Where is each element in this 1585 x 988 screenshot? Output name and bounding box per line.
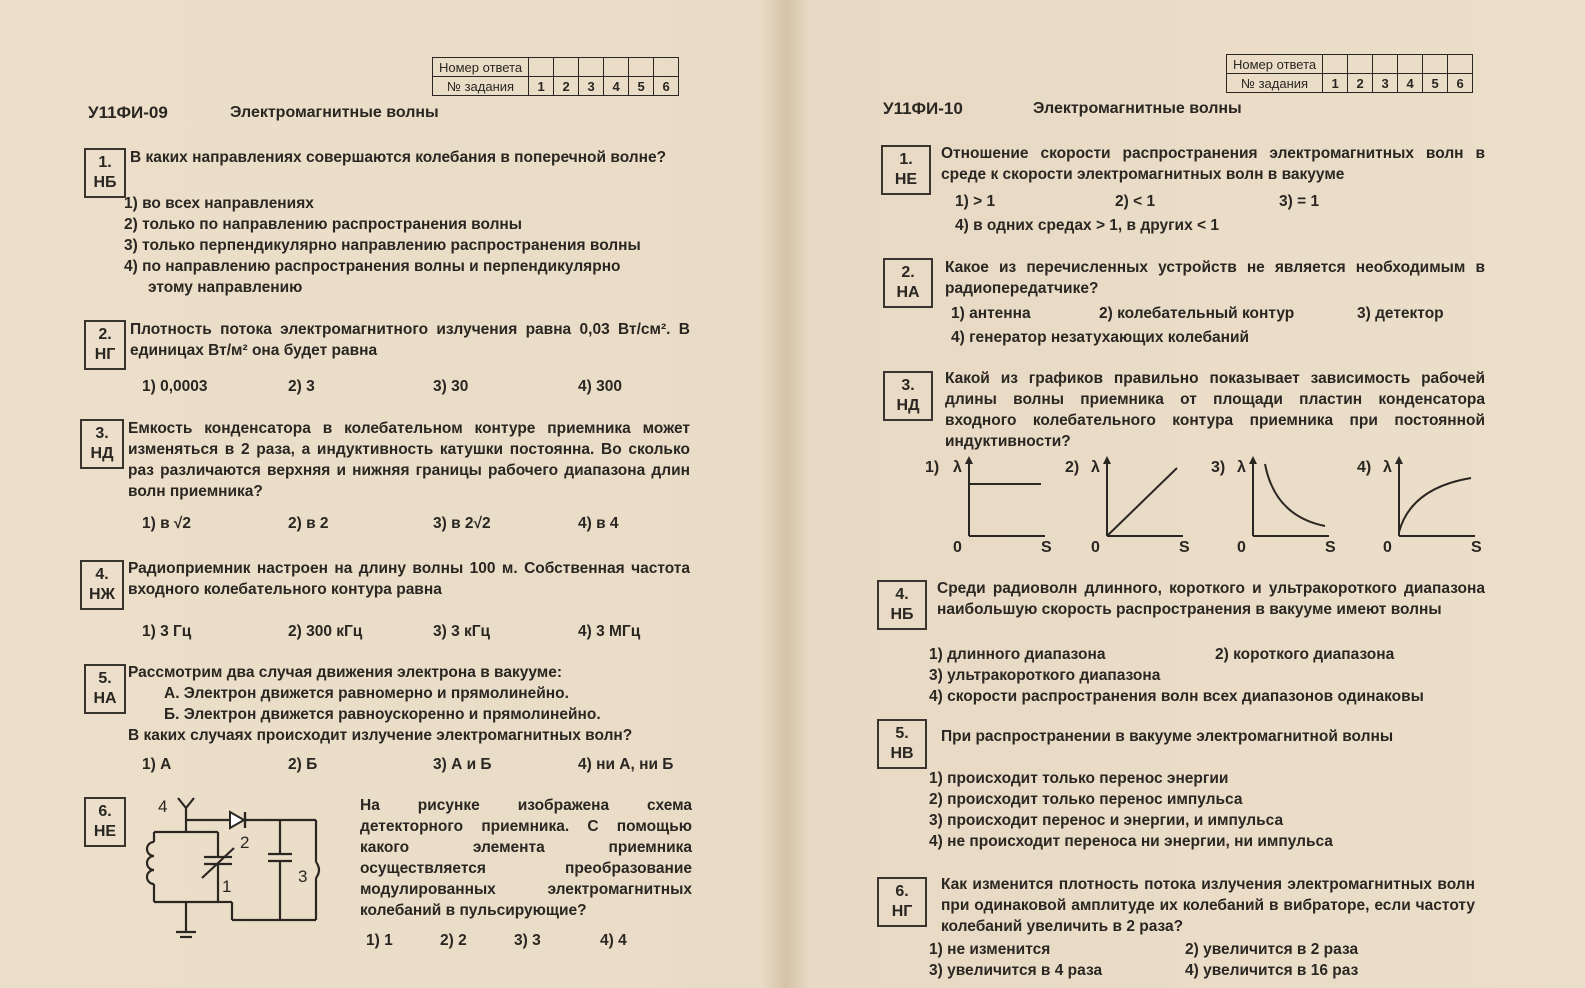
question-number: 2. <box>901 264 915 281</box>
graph-origin: 0 <box>1091 539 1100 556</box>
graphs-row <box>925 450 1495 560</box>
answer-option[interactable]: 2) колебательный контур <box>1099 305 1295 322</box>
question-level: НВ <box>890 745 914 762</box>
question-number-box <box>883 258 933 308</box>
graph-option-4[interactable] <box>1357 459 1482 556</box>
question-number-box <box>881 145 931 195</box>
graph-y-axis-label: λ <box>953 459 962 476</box>
circuit-label-diode: 2 <box>240 833 250 852</box>
answer-option[interactable]: 3) увеличится в 4 раза <box>929 962 1103 979</box>
question-number: 4. <box>95 566 109 583</box>
answer-option[interactable]: 1) антенна <box>951 305 1031 322</box>
answer-option[interactable]: 1) 0,0003 <box>142 378 208 395</box>
graph-option-3[interactable] <box>1211 459 1336 556</box>
case-b: Б. Электрон движется равноускоренно и прямолинейно. <box>164 706 601 723</box>
question-number: 1. <box>899 151 913 168</box>
graph-x-axis-label: S <box>1471 539 1482 556</box>
answer-option[interactable]: 3) А и Б <box>433 756 492 773</box>
question-number-box <box>84 664 126 714</box>
question-text: На рисунке изображена схема детекторного приемника. С помощью какого элемента приемника осуществляется преобразование модулированных электромагнитных колебаний в пульсирующие? <box>360 797 692 919</box>
question-number-box <box>84 148 126 198</box>
left-page <box>0 0 790 988</box>
answer-option[interactable]: 3) ультракороткого диапазона <box>929 667 1161 684</box>
question-level: НГ <box>94 346 116 363</box>
answer-option[interactable]: 3) = 1 <box>1279 193 1320 210</box>
detector-circuit-diagram <box>130 792 340 952</box>
question-level: НЕ <box>93 823 117 840</box>
answer-table <box>432 57 679 96</box>
answer-option[interactable]: 3) в 2√2 <box>433 515 491 532</box>
task-number-cell[interactable]: 6 <box>1448 74 1473 93</box>
question-level: НБ <box>890 606 914 623</box>
question-number: 5. <box>895 725 909 742</box>
circuit-label-capacitor: 1 <box>222 877 232 896</box>
question-number-box <box>883 371 933 421</box>
graph-origin: 0 <box>1383 539 1392 556</box>
graph-origin: 0 <box>953 539 962 556</box>
question-level: НД <box>90 445 114 462</box>
task-number-label: № задания <box>433 77 529 96</box>
answer-option[interactable]: 1) > 1 <box>955 193 996 210</box>
task-number-cell[interactable]: 1 <box>529 77 554 96</box>
answer-option[interactable]: 2) увеличится в 2 раза <box>1185 941 1359 958</box>
question-number-box <box>877 580 927 630</box>
test-topic: Электромагнитные волны <box>1033 100 1242 117</box>
answer-option[interactable]: 2) 3 <box>288 378 315 395</box>
question-number-box <box>877 719 927 769</box>
question-level: НА <box>93 690 117 707</box>
question-text: Отношение скорости распространения электромагнитных волн в среде к скорости электромагнитных волн в вакууме <box>941 145 1485 183</box>
test-code: У11ФИ-10 <box>883 99 963 118</box>
answer-option[interactable]: 4) 4 <box>600 932 627 949</box>
answer-option[interactable]: 4) в одних средах > 1, в других < 1 <box>955 217 1219 234</box>
task-number-cell[interactable]: 5 <box>1423 74 1448 93</box>
question-text: Емкость конденсатора в колебательном контуре приемника может изменяться в 2 раза, а индуктивность катушки постоянна. Во сколько раз различаются верхняя и нижняя границы рабочего диапазона длин волн приемника? <box>128 420 690 500</box>
question-number: 2. <box>98 326 112 343</box>
task-number-cell[interactable]: 4 <box>604 77 629 96</box>
answer-option[interactable]: 1) во всех направлениях <box>124 195 314 212</box>
question-number: 6. <box>895 883 909 900</box>
question-number-box <box>84 320 126 370</box>
answer-option[interactable]: 2) 2 <box>440 932 467 949</box>
question-number: 5. <box>98 670 112 687</box>
question-level: НА <box>896 284 920 301</box>
task-number-cell[interactable]: 2 <box>1348 74 1373 93</box>
question-text: При распространении в вакууме электромагнитной волны <box>941 728 1394 745</box>
test-code: У11ФИ-09 <box>88 103 168 122</box>
answer-option[interactable]: 4) генератор незатухающих колебаний <box>951 329 1250 346</box>
question-number: 3. <box>901 377 915 394</box>
case-a: А. Электрон движется равномерно и прямолинейно. <box>164 685 569 702</box>
right-page <box>795 0 1585 988</box>
answer-option[interactable]: 1) 1 <box>366 932 393 949</box>
answer-option[interactable]: 4) скорости распространения волн всех диапазонов одинаковы <box>929 688 1424 705</box>
answer-option[interactable]: 1) А <box>142 756 172 773</box>
answer-option[interactable]: 1) происходит только перенос энергии <box>929 770 1229 787</box>
graph-y-axis-label: λ <box>1383 459 1392 476</box>
answer-option[interactable]: 2) Б <box>288 756 318 773</box>
answer-option[interactable]: 2) происходит только перенос импульса <box>929 791 1243 808</box>
task-number-cell[interactable]: 3 <box>579 77 604 96</box>
question-number-box <box>80 560 124 610</box>
question-number-box <box>877 877 927 927</box>
answer-option[interactable]: 3) 30 <box>433 378 469 395</box>
question-number: 3. <box>95 425 109 442</box>
question-level: НЖ <box>88 586 115 603</box>
answer-option[interactable]: 2) 300 кГц <box>288 623 363 640</box>
answer-option[interactable]: 4) 3 МГц <box>578 623 641 640</box>
task-number-label: № задания <box>1227 74 1323 93</box>
answer-option[interactable]: 3) только перпендикулярно направлению распространения волны <box>124 237 641 254</box>
answer-option[interactable]: 2) в 2 <box>288 515 329 532</box>
graph-x-axis-label: S <box>1179 539 1190 556</box>
task-number-cell[interactable]: 5 <box>629 77 654 96</box>
answer-option[interactable]: 3) детектор <box>1357 305 1444 322</box>
question-text: Плотность потока электромагнитного излучения равна 0,03 Вт/см². В единицах Вт/м² она будет равна <box>130 321 690 359</box>
question-number-box <box>84 797 126 847</box>
task-number-cell[interactable]: 6 <box>654 77 679 96</box>
answer-option[interactable]: 2) < 1 <box>1115 193 1156 210</box>
answer-option[interactable]: 4) 300 <box>578 378 622 395</box>
answer-option[interactable]: 4) в 4 <box>578 515 619 532</box>
question-level: НГ <box>891 903 913 920</box>
circuit-label-headphones: 3 <box>298 867 308 886</box>
graph-label: 1) <box>925 459 940 476</box>
graph-label: 3) <box>1211 459 1226 476</box>
answer-option[interactable]: 2) только по направлению распространения волны <box>124 216 523 233</box>
answer-option[interactable]: 2) короткого диапазона <box>1215 646 1395 663</box>
task-number-cell[interactable]: 1 <box>1323 74 1348 93</box>
answer-option[interactable]: 4) ни А, ни Б <box>578 756 674 773</box>
task-number-cell[interactable]: 3 <box>1373 74 1398 93</box>
answer-option[interactable]: 4) по направлению распространения волны и перпендикулярно <box>124 258 621 275</box>
question-text: В каких направлениях совершаются колебания в поперечной волне? <box>130 149 667 166</box>
question-number: 1. <box>98 154 112 171</box>
question-number-box <box>80 419 124 469</box>
answer-option-continuation: этому направлению <box>148 279 303 296</box>
answer-option[interactable]: 3) 3 <box>514 932 541 949</box>
graph-x-axis-label: S <box>1325 539 1336 556</box>
task-number-cell[interactable]: 4 <box>1398 74 1423 93</box>
question-text: Какой из графиков правильно показывает зависимость рабочей длины волны приемника от площади пластин конденсатора входного колебательного контура приемника при постоянной индуктивности? <box>945 370 1485 450</box>
circuit-label-antenna: 4 <box>158 797 168 816</box>
question-level: НЕ <box>894 171 918 188</box>
graph-option-1[interactable] <box>925 459 1052 556</box>
answer-option[interactable]: 1) длинного диапазона <box>929 646 1106 663</box>
question-number: 4. <box>895 586 909 603</box>
question-text: Как изменится плотность потока излучения электромагнитных волн при одинаковой амплитуде их колебаний в вибраторе, если частоту колебаний увеличить в 2 раза? <box>941 876 1475 935</box>
question-number: 6. <box>98 803 112 820</box>
answer-option[interactable]: 3) 3 кГц <box>433 623 491 640</box>
answer-option[interactable]: 4) не происходит переноса ни энергии, ни импульса <box>929 833 1333 850</box>
answer-number-label: Номер ответа <box>433 58 529 77</box>
test-topic: Электромагнитные волны <box>230 104 439 121</box>
question-text: Радиоприемник настроен на длину волны 100 м. Собственная частота входного колебательного контура равна <box>128 560 690 598</box>
question-text: Какое из перечисленных устройств не является необходимым в радиопередатчике? <box>945 259 1485 297</box>
graph-origin: 0 <box>1237 539 1246 556</box>
answer-option[interactable]: 1) не изменится <box>929 941 1051 958</box>
answer-option[interactable]: 3) происходит перенос и энергии, и импульса <box>929 812 1284 829</box>
graph-y-axis-label: λ <box>1237 459 1246 476</box>
graph-label: 2) <box>1065 459 1080 476</box>
question-subtext: В каких случаях происходит излучение электромагнитных волн? <box>128 727 633 744</box>
question-level: НД <box>896 397 920 414</box>
graph-label: 4) <box>1357 459 1372 476</box>
graph-x-axis-label: S <box>1041 539 1052 556</box>
task-number-cell[interactable]: 2 <box>554 77 579 96</box>
answer-option[interactable]: 4) увеличится в 16 раз <box>1185 962 1359 979</box>
answer-number-label: Номер ответа <box>1227 55 1323 74</box>
question-text: Рассмотрим два случая движения электрона в вакууме: <box>128 664 563 681</box>
question-text: Среди радиоволн длинного, короткого и ультракороткого диапазона наибольшую скорость распространения в вакууме имеют волны <box>937 580 1485 618</box>
question-level: НБ <box>93 174 117 191</box>
answer-option[interactable]: 1) в √2 <box>142 515 192 532</box>
answer-option[interactable]: 1) 3 Гц <box>142 623 192 640</box>
answer-table <box>1226 54 1473 93</box>
graph-y-axis-label: λ <box>1091 459 1100 476</box>
